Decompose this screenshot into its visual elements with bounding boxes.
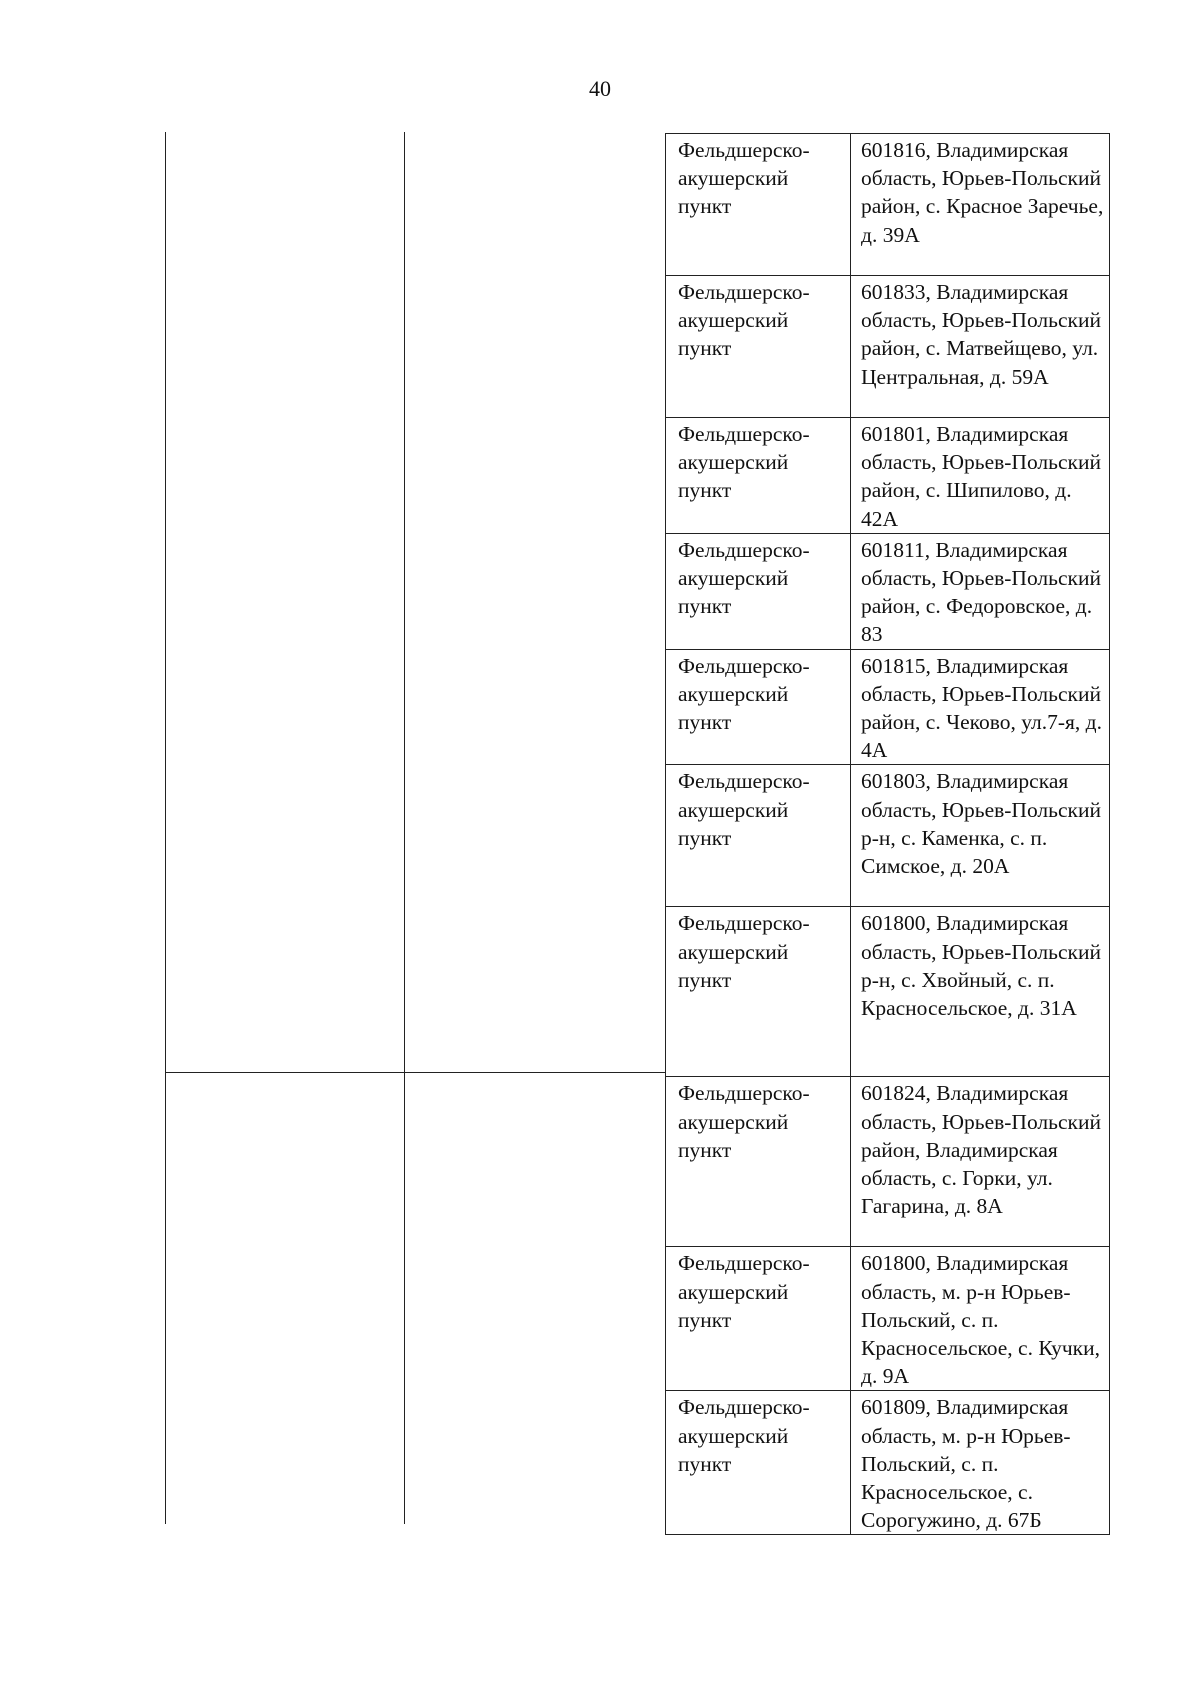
facility-address-cell <box>851 134 1110 276</box>
facility-type: Фельдшерско- акушерский пункт <box>678 537 810 619</box>
facility-type-cell <box>666 134 851 276</box>
facility-address: 601809, Владимирская область, м. р-н Юрьев-Польский, с. п. Красносельское, с. Сорогужино, д. 67Б <box>861 1395 1071 1533</box>
facility-address: 601811, Владимирская область, Юрьев-Польский район, с. Федоровское, д. 83 <box>861 537 1101 647</box>
left-table-group-divider <box>165 1072 665 1073</box>
facility-type-cell <box>666 765 851 907</box>
left-table-border-left <box>165 132 166 1524</box>
facility-type-cell <box>666 276 851 418</box>
page-number: 40 <box>589 76 611 101</box>
facility-address: 601801, Владимирская область, Юрьев-Польский район, с. Шипилово, д. 42А <box>861 422 1101 531</box>
facility-address: 601815, Владимирская область, Юрьев-Польский район, с. Чеково, ул.7-я, д. 4А <box>861 653 1102 763</box>
table-row <box>666 907 1110 1077</box>
facility-type: Фельдшерско- акушерский пункт <box>678 280 810 361</box>
facility-type: Фельдшерско- акушерский пункт <box>678 1081 810 1162</box>
facility-address: 601800, Владимирская область, Юрьев-Польский р-н, с. Хвойный, с. п. Красносельское, д. 31А <box>861 911 1101 1021</box>
facility-address-cell <box>851 418 1110 534</box>
facility-address-cell <box>851 533 1110 649</box>
facility-type-cell <box>666 1247 851 1391</box>
facility-address: 601833, Владимирская область, Юрьев-Польский район, с. Матвейщево, ул. Центральная, д. 59А <box>861 280 1101 389</box>
facility-address-cell <box>851 1247 1110 1391</box>
facility-type: Фельдшерско- акушерский пункт <box>678 911 810 992</box>
facility-address: 601824, Владимирская область, Юрьев-Польский район, Владимирская область, с. Горки, ул. Гагарина, д. 8А <box>861 1081 1101 1219</box>
facility-address-cell <box>851 276 1110 418</box>
facility-type-cell <box>666 649 851 765</box>
facility-address-cell <box>851 649 1110 765</box>
table-row <box>666 1247 1110 1391</box>
facility-type: Фельдшерско- акушерский пункт <box>678 769 810 850</box>
facility-type: Фельдшерско- акушерский пункт <box>678 1251 810 1332</box>
facility-address-cell <box>851 1391 1110 1535</box>
table-row <box>666 765 1110 907</box>
facility-address: 601816, Владимирская область, Юрьев-Польский район, с. Красное Заречье, д. 39А <box>861 138 1104 247</box>
facility-table <box>665 133 1110 1535</box>
facility-address-cell <box>851 1077 1110 1247</box>
facility-address-cell <box>851 907 1110 1077</box>
facility-type-cell <box>666 1391 851 1535</box>
table-row <box>666 649 1110 765</box>
table-row <box>666 134 1110 276</box>
table-row <box>666 533 1110 649</box>
facility-type-cell <box>666 418 851 534</box>
facility-address: 601803, Владимирская область, Юрьев-Польский р-н, с. Каменка, с. п. Симское, д. 20А <box>861 769 1101 879</box>
facility-type-cell <box>666 533 851 649</box>
facility-type: Фельдшерско- акушерский пункт <box>678 653 810 735</box>
facility-type: Фельдшерско- акушерский пункт <box>678 138 810 219</box>
table-row <box>666 1077 1110 1247</box>
table-row <box>666 276 1110 418</box>
facility-type-cell <box>666 907 851 1077</box>
table-row <box>666 1391 1110 1535</box>
facility-type: Фельдшерско- акушерский пункт <box>678 422 810 503</box>
left-table-column-divider <box>404 132 405 1524</box>
facility-type-cell <box>666 1077 851 1247</box>
facility-type: Фельдшерско- акушерский пункт <box>678 1395 810 1476</box>
table-row <box>666 418 1110 534</box>
facility-address-cell <box>851 765 1110 907</box>
facility-address: 601800, Владимирская область, м. р-н Юрьев-Польский, с. п. Красносельское, с. Кучки, д. 9А <box>861 1251 1100 1389</box>
